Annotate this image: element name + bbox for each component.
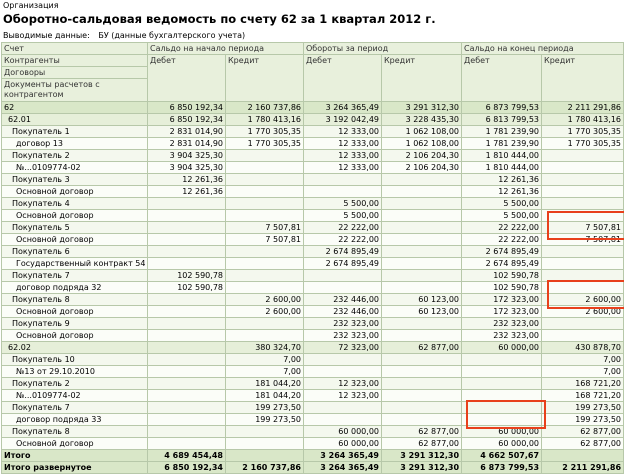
row-name: Покупатель 8	[2, 294, 148, 306]
row-name: Покупатель 2	[2, 150, 148, 162]
amount-cell	[148, 330, 226, 342]
amount-cell: 60 123,00	[382, 306, 462, 318]
amount-cell	[382, 390, 462, 402]
amount-cell	[226, 282, 304, 294]
amount-cell: 6 850 192,34	[148, 114, 226, 126]
table-row[interactable]	[2, 342, 624, 354]
amount-cell	[462, 354, 542, 366]
row-name: Итого	[2, 450, 148, 462]
amount-cell: 3 291 312,30	[382, 450, 462, 462]
amount-cell: 12 333,00	[304, 126, 382, 138]
amount-cell: 7 507,81	[226, 222, 304, 234]
amount-cell	[148, 414, 226, 426]
amount-cell	[304, 402, 382, 414]
amount-cell	[226, 162, 304, 174]
table-row[interactable]	[2, 294, 624, 306]
amount-cell: 1 062 108,00	[382, 126, 462, 138]
row-name: Покупатель 9	[2, 318, 148, 330]
table-row[interactable]	[2, 162, 624, 174]
header-account[interactable]: Счет	[2, 43, 148, 55]
amount-cell	[148, 378, 226, 390]
header-closing-debit[interactable]: Дебет	[462, 55, 542, 102]
amount-cell: 72 323,00	[304, 342, 382, 354]
amount-cell	[542, 150, 624, 162]
osv-table	[1, 42, 624, 474]
amount-cell: 60 000,00	[304, 426, 382, 438]
amount-cell: 60 000,00	[462, 342, 542, 354]
amount-cell: 2 600,00	[542, 306, 624, 318]
amount-cell	[462, 390, 542, 402]
table-row[interactable]	[2, 210, 624, 222]
amount-cell	[148, 294, 226, 306]
amount-cell	[462, 402, 542, 414]
amount-cell: 2 600,00	[226, 294, 304, 306]
amount-cell: 2 600,00	[226, 306, 304, 318]
amount-cell: 12 333,00	[304, 150, 382, 162]
row-name: №...0109774-02	[2, 162, 148, 174]
amount-cell	[382, 270, 462, 282]
amount-cell	[226, 210, 304, 222]
amount-cell: 12 323,00	[304, 378, 382, 390]
amount-cell	[382, 402, 462, 414]
amount-cell: 102 590,78	[148, 282, 226, 294]
table-row[interactable]	[2, 234, 624, 246]
amount-cell	[542, 186, 624, 198]
amount-cell	[382, 234, 462, 246]
amount-cell: 1 781 239,90	[462, 126, 542, 138]
table-row[interactable]	[2, 102, 624, 114]
table-row[interactable]	[2, 258, 624, 270]
amount-cell	[542, 282, 624, 294]
amount-cell: 60 123,00	[382, 294, 462, 306]
amount-cell: 3 264 365,49	[304, 462, 382, 474]
row-name: Покупатель 7	[2, 270, 148, 282]
amount-cell	[382, 366, 462, 378]
row-name: Основной договор	[2, 186, 148, 198]
amount-cell	[148, 258, 226, 270]
table-row[interactable]	[2, 282, 624, 294]
amount-cell: 6 873 799,53	[462, 102, 542, 114]
amount-cell: 3 291 312,30	[382, 462, 462, 474]
amount-cell: 199 273,50	[226, 414, 304, 426]
amount-cell	[148, 438, 226, 450]
amount-cell	[382, 246, 462, 258]
table-row[interactable]	[2, 246, 624, 258]
amount-cell: 3 228 435,30	[382, 114, 462, 126]
amount-cell	[462, 378, 542, 390]
amount-cell	[462, 366, 542, 378]
amount-cell	[382, 330, 462, 342]
table-row[interactable]	[2, 366, 624, 378]
amount-cell: 12 261,36	[462, 186, 542, 198]
amount-cell: 1 810 444,00	[462, 150, 542, 162]
row-name: Итого развернутое	[2, 462, 148, 474]
amount-cell	[226, 198, 304, 210]
amount-cell: 12 323,00	[304, 390, 382, 402]
amount-cell: 12 261,36	[148, 174, 226, 186]
amount-cell: 232 323,00	[462, 318, 542, 330]
amount-cell	[226, 438, 304, 450]
amount-cell: 2 674 895,49	[462, 258, 542, 270]
amount-cell	[382, 282, 462, 294]
amount-cell	[226, 270, 304, 282]
amount-cell: 1 781 239,90	[462, 138, 542, 150]
table-row[interactable]	[2, 318, 624, 330]
table-row[interactable]	[2, 306, 624, 318]
row-name: Покупатель 10	[2, 354, 148, 366]
table-row[interactable]	[2, 450, 624, 462]
amount-cell	[148, 222, 226, 234]
amount-cell: 62 877,00	[542, 438, 624, 450]
row-name: №13 от 29.10.2010	[2, 366, 148, 378]
row-name: 62.01	[2, 114, 148, 126]
amount-cell	[542, 246, 624, 258]
amount-cell: 232 446,00	[304, 294, 382, 306]
row-name: Покупатель 7	[2, 402, 148, 414]
amount-cell	[382, 258, 462, 270]
amount-cell	[226, 246, 304, 258]
header-closing-balance[interactable]: Сальдо на конец периода	[462, 43, 624, 55]
table-row[interactable]	[2, 150, 624, 162]
amount-cell: 3 264 365,49	[304, 102, 382, 114]
amount-cell	[542, 270, 624, 282]
row-name: Покупатель 2	[2, 378, 148, 390]
amount-cell	[542, 318, 624, 330]
amount-cell: 168 721,20	[542, 390, 624, 402]
amount-cell: 62 877,00	[382, 438, 462, 450]
amount-cell: 3 291 312,30	[382, 102, 462, 114]
amount-cell: 430 878,70	[542, 342, 624, 354]
amount-cell	[148, 402, 226, 414]
amount-cell	[148, 390, 226, 402]
amount-cell	[382, 378, 462, 390]
table-row[interactable]	[2, 390, 624, 402]
header-opening-balance[interactable]: Сальдо на начало периода	[148, 43, 304, 55]
amount-cell: 2 600,00	[542, 294, 624, 306]
amount-cell: 181 044,20	[226, 378, 304, 390]
amount-cell: 3 904 325,30	[148, 150, 226, 162]
amount-cell: 2 106 204,30	[382, 162, 462, 174]
row-name: Государственный контракт 54	[2, 258, 148, 270]
amount-cell: 62 877,00	[542, 426, 624, 438]
amount-cell: 1 810 444,00	[462, 162, 542, 174]
amount-cell: 3 192 042,49	[304, 114, 382, 126]
table-row[interactable]	[2, 438, 624, 450]
amount-cell: 22 222,00	[462, 222, 542, 234]
amount-cell: 60 000,00	[462, 426, 542, 438]
row-name: Основной договор	[2, 438, 148, 450]
row-name: договор подряда 33	[2, 414, 148, 426]
row-name: Покупатель 6	[2, 246, 148, 258]
amount-cell: 5 500,00	[462, 198, 542, 210]
row-name: Основной договор	[2, 210, 148, 222]
amount-cell: 199 273,50	[226, 402, 304, 414]
amount-cell: 2 831 014,90	[148, 138, 226, 150]
amount-cell	[304, 282, 382, 294]
amount-cell: 6 850 192,34	[148, 462, 226, 474]
amount-cell	[542, 162, 624, 174]
amount-cell	[148, 318, 226, 330]
amount-cell: 3 904 325,30	[148, 162, 226, 174]
row-name: Основной договор	[2, 306, 148, 318]
table-row[interactable]	[2, 174, 624, 186]
amount-cell: 232 323,00	[304, 318, 382, 330]
amount-cell: 7 507,81	[542, 222, 624, 234]
amount-cell	[148, 354, 226, 366]
amount-cell: 1 770 305,35	[226, 126, 304, 138]
amount-cell	[148, 366, 226, 378]
amount-cell: 6 850 192,34	[148, 102, 226, 114]
row-name: Покупатель 8	[2, 426, 148, 438]
header-opening-credit[interactable]: Кредит	[226, 55, 304, 102]
table-row[interactable]	[2, 126, 624, 138]
amount-cell	[382, 354, 462, 366]
amount-cell: 2 211 291,86	[542, 462, 624, 474]
table-row[interactable]	[2, 138, 624, 150]
amount-cell: 6 813 799,53	[462, 114, 542, 126]
amount-cell: 181 044,20	[226, 390, 304, 402]
report-title: Оборотно-сальдовая ведомость по счету 62 за 1 квартал 2012 г.	[3, 12, 436, 26]
amount-cell	[382, 414, 462, 426]
amount-cell	[542, 450, 624, 462]
amount-cell: 1 780 413,16	[542, 114, 624, 126]
amount-cell	[148, 210, 226, 222]
amount-cell: 380 324,70	[226, 342, 304, 354]
header-counterparties[interactable]: Контрагенты	[2, 55, 148, 67]
amount-cell	[542, 198, 624, 210]
amount-cell: 7 507,81	[226, 234, 304, 246]
amount-cell	[382, 174, 462, 186]
table-row[interactable]	[2, 462, 624, 474]
header-turnover[interactable]: Обороты за период	[304, 43, 462, 55]
amount-cell	[382, 198, 462, 210]
amount-cell	[304, 174, 382, 186]
amount-cell: 2 831 014,90	[148, 126, 226, 138]
header-closing-credit[interactable]: Кредит	[542, 55, 624, 102]
row-name: Покупатель 4	[2, 198, 148, 210]
amount-cell: 3 264 365,49	[304, 450, 382, 462]
amount-cell	[542, 174, 624, 186]
amount-cell	[148, 426, 226, 438]
amount-cell: 60 000,00	[304, 438, 382, 450]
amount-cell: 5 500,00	[304, 198, 382, 210]
table-row[interactable]	[2, 186, 624, 198]
amount-cell: 12 333,00	[304, 138, 382, 150]
amount-cell: 62 877,00	[382, 426, 462, 438]
amount-cell	[304, 414, 382, 426]
amount-cell: 60 000,00	[462, 438, 542, 450]
amount-cell: 2 674 895,49	[304, 258, 382, 270]
table-row[interactable]	[2, 414, 624, 426]
row-name: Основной договор	[2, 234, 148, 246]
amount-cell: 62 877,00	[382, 342, 462, 354]
amount-cell: 2 160 737,86	[226, 462, 304, 474]
amount-cell	[226, 150, 304, 162]
amount-cell	[542, 330, 624, 342]
amount-cell: 2 106 204,30	[382, 150, 462, 162]
table-row[interactable]	[2, 222, 624, 234]
row-name: Покупатель 1	[2, 126, 148, 138]
amount-cell	[226, 174, 304, 186]
header-turnover-debit[interactable]: Дебет	[304, 55, 382, 102]
row-name: Основной договор	[2, 330, 148, 342]
table-row[interactable]	[2, 354, 624, 366]
amount-cell: 7,00	[542, 354, 624, 366]
amount-cell	[226, 318, 304, 330]
row-name: Покупатель 5	[2, 222, 148, 234]
header-documents[interactable]: Документы расчетов с контрагентом	[2, 79, 148, 102]
output-data-line	[3, 31, 245, 40]
amount-cell	[226, 450, 304, 462]
amount-cell: 172 323,00	[462, 294, 542, 306]
amount-cell: 6 873 799,53	[462, 462, 542, 474]
amount-cell: 172 323,00	[462, 306, 542, 318]
amount-cell: 2 211 291,86	[542, 102, 624, 114]
amount-cell	[148, 198, 226, 210]
output-data-value: БУ (данные бухгалтерского учета)	[98, 31, 246, 40]
amount-cell: 12 261,36	[148, 186, 226, 198]
amount-cell: 102 590,78	[462, 270, 542, 282]
amount-cell	[226, 426, 304, 438]
table-row[interactable]	[2, 114, 624, 126]
amount-cell: 5 500,00	[462, 210, 542, 222]
row-name: договор 13	[2, 138, 148, 150]
amount-cell: 22 222,00	[462, 234, 542, 246]
table-row[interactable]	[2, 270, 624, 282]
amount-cell: 1 770 305,35	[542, 138, 624, 150]
amount-cell: 7 507,81	[542, 234, 624, 246]
amount-cell: 4 662 507,67	[462, 450, 542, 462]
amount-cell	[304, 270, 382, 282]
amount-cell	[462, 414, 542, 426]
amount-cell: 1 770 305,35	[226, 138, 304, 150]
amount-cell: 22 222,00	[304, 234, 382, 246]
amount-cell: 22 222,00	[304, 222, 382, 234]
row-name: №...0109774-02	[2, 390, 148, 402]
row-name: 62.02	[2, 342, 148, 354]
amount-cell	[382, 222, 462, 234]
amount-cell: 5 500,00	[304, 210, 382, 222]
amount-cell: 232 323,00	[462, 330, 542, 342]
amount-cell	[148, 306, 226, 318]
amount-cell: 102 590,78	[462, 282, 542, 294]
amount-cell: 199 273,50	[542, 402, 624, 414]
amount-cell: 232 323,00	[304, 330, 382, 342]
header-contracts[interactable]: Договоры	[2, 67, 148, 79]
amount-cell: 2 674 895,49	[462, 246, 542, 258]
amount-cell: 2 160 737,86	[226, 102, 304, 114]
table-row[interactable]	[2, 198, 624, 210]
table-row[interactable]	[2, 330, 624, 342]
amount-cell: 4 689 454,48	[148, 450, 226, 462]
amount-cell: 7,00	[226, 354, 304, 366]
amount-cell	[226, 186, 304, 198]
amount-cell	[148, 342, 226, 354]
output-data-label: Выводимые данные:	[3, 31, 90, 40]
amount-cell: 7,00	[542, 366, 624, 378]
amount-cell: 12 261,36	[462, 174, 542, 186]
amount-cell	[304, 354, 382, 366]
amount-cell	[542, 258, 624, 270]
organization-label: Организация	[3, 1, 59, 10]
amount-cell	[148, 234, 226, 246]
table-row[interactable]	[2, 402, 624, 414]
amount-cell: 12 333,00	[304, 162, 382, 174]
amount-cell: 199 273,50	[542, 414, 624, 426]
table-row[interactable]	[2, 378, 624, 390]
header-turnover-credit[interactable]: Кредит	[382, 55, 462, 102]
amount-cell	[226, 258, 304, 270]
amount-cell: 1 770 305,35	[542, 126, 624, 138]
amount-cell: 1 062 108,00	[382, 138, 462, 150]
row-name: договор подряда 32	[2, 282, 148, 294]
amount-cell	[304, 366, 382, 378]
amount-cell: 1 780 413,16	[226, 114, 304, 126]
row-name: 62	[2, 102, 148, 114]
amount-cell: 102 590,78	[148, 270, 226, 282]
amount-cell	[304, 186, 382, 198]
amount-cell	[382, 186, 462, 198]
amount-cell	[542, 210, 624, 222]
amount-cell: 7,00	[226, 366, 304, 378]
amount-cell	[382, 318, 462, 330]
amount-cell: 168 721,20	[542, 378, 624, 390]
amount-cell	[148, 246, 226, 258]
row-name: Покупатель 3	[2, 174, 148, 186]
amount-cell: 232 446,00	[304, 306, 382, 318]
amount-cell	[382, 210, 462, 222]
amount-cell	[226, 330, 304, 342]
table-row[interactable]	[2, 426, 624, 438]
amount-cell: 2 674 895,49	[304, 246, 382, 258]
header-opening-debit[interactable]: Дебет	[148, 55, 226, 102]
